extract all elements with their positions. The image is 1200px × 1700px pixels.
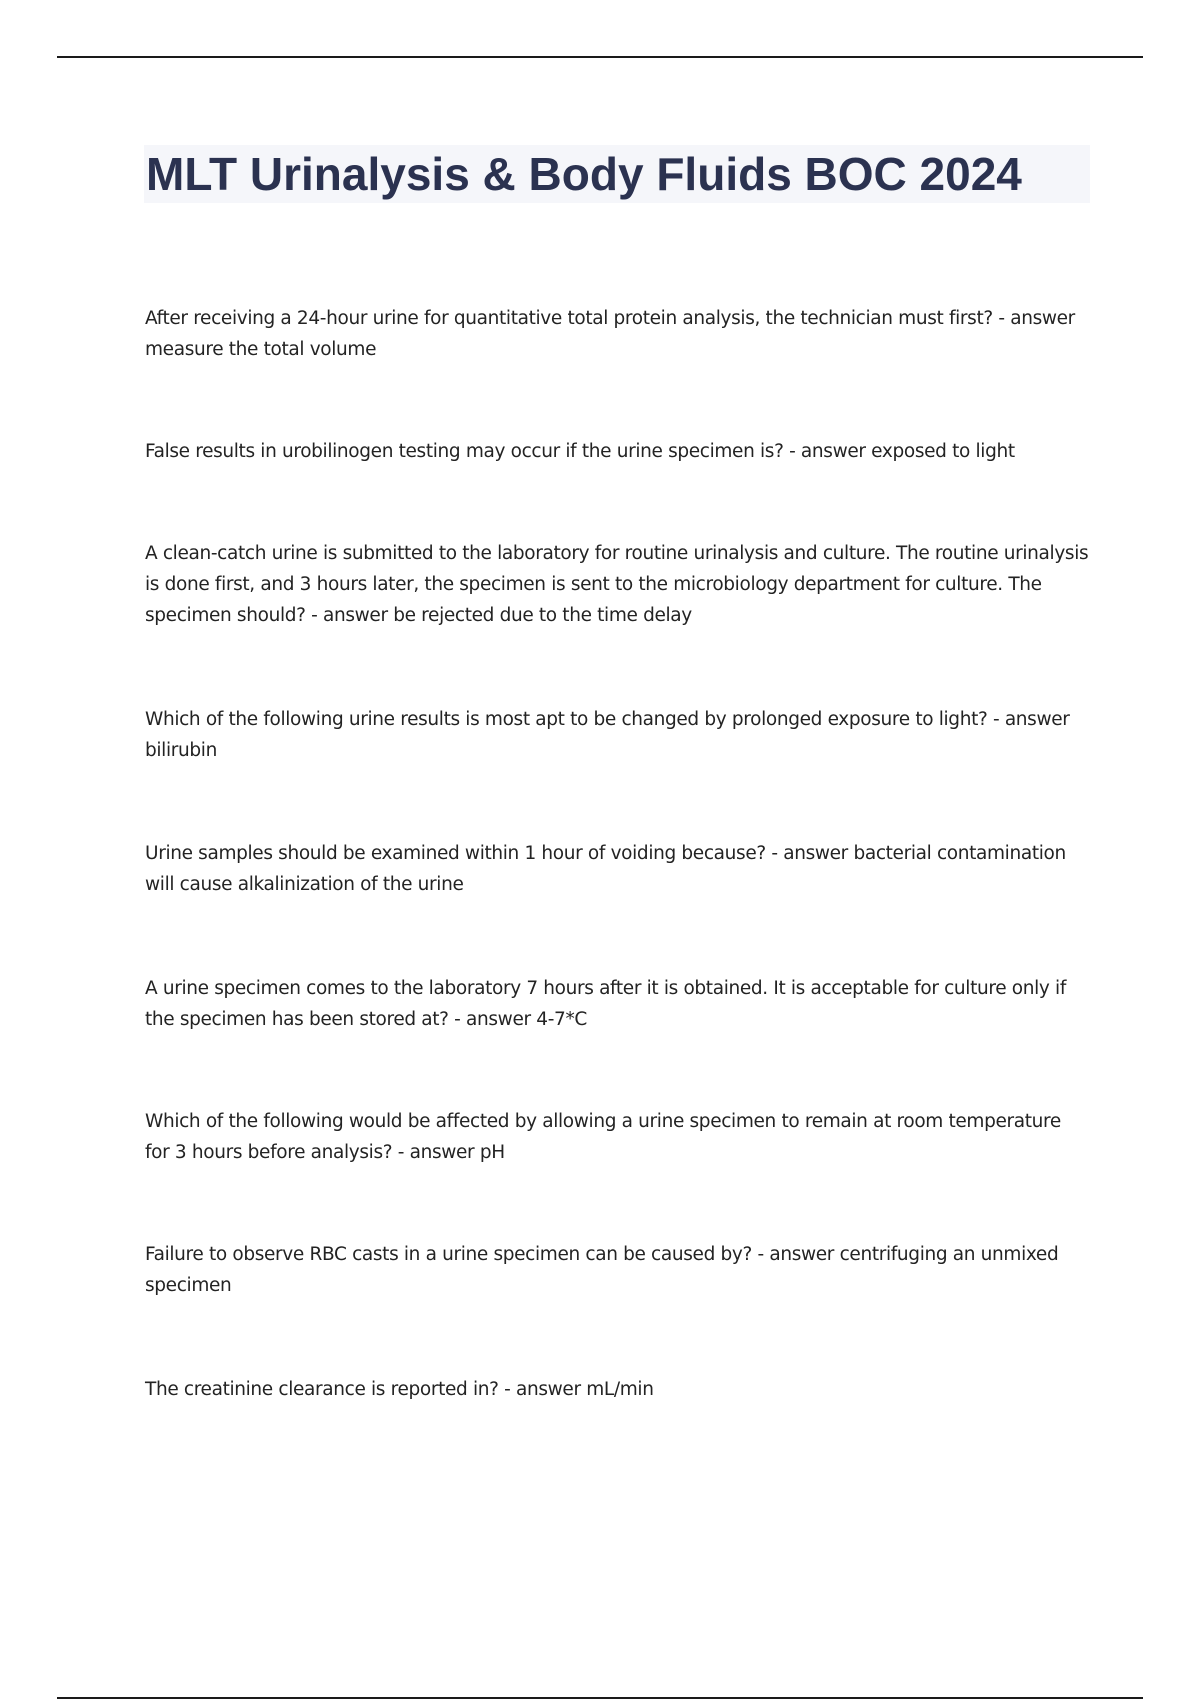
bottom-rule [57, 1697, 1143, 1699]
document-title: MLT Urinalysis & Body Fluids BOC 2024 [146, 148, 1022, 200]
qa-item-5: Urine samples should be examined within 1 hour of voiding because? - answer bacterial contamination will cause alkalinization of the urine [145, 843, 1066, 895]
qa-item-9: The creatinine clearance is reported in? - answer mL/min [145, 1379, 654, 1400]
qa-item-7: Which of the following would be affected by allowing a urine specimen to remain at room temperature for 3 hours before analysis? - answer pH [145, 1111, 1061, 1163]
qa-item-1: After receiving a 24-hour urine for quantitative total protein analysis, the technician must first? - answer measure the total volume [145, 308, 1075, 360]
qa-item-2: False results in urobilinogen testing may occur if the urine specimen is? - answer exposed to light [145, 441, 1015, 462]
qa-item-8: Failure to observe RBC casts in a urine specimen can be caused by? - answer centrifuging an unmixed specimen [145, 1244, 1059, 1296]
qa-item-3: A clean-catch urine is submitted to the laboratory for routine urinalysis and culture. The routine urinalysis is done first, and 3 hours later, the specimen is sent to the microbiology department for culture. The specimen should? - answer be rejected due to the time delay [145, 543, 1089, 626]
qa-item-4: Which of the following urine results is most apt to be changed by prolonged exposure to light? - answer bilirubin [145, 709, 1070, 761]
top-rule [57, 56, 1143, 58]
qa-item-6: A urine specimen comes to the laboratory 7 hours after it is obtained. It is acceptable for culture only if the specimen has been stored at? - answer 4-7*C [145, 978, 1067, 1030]
